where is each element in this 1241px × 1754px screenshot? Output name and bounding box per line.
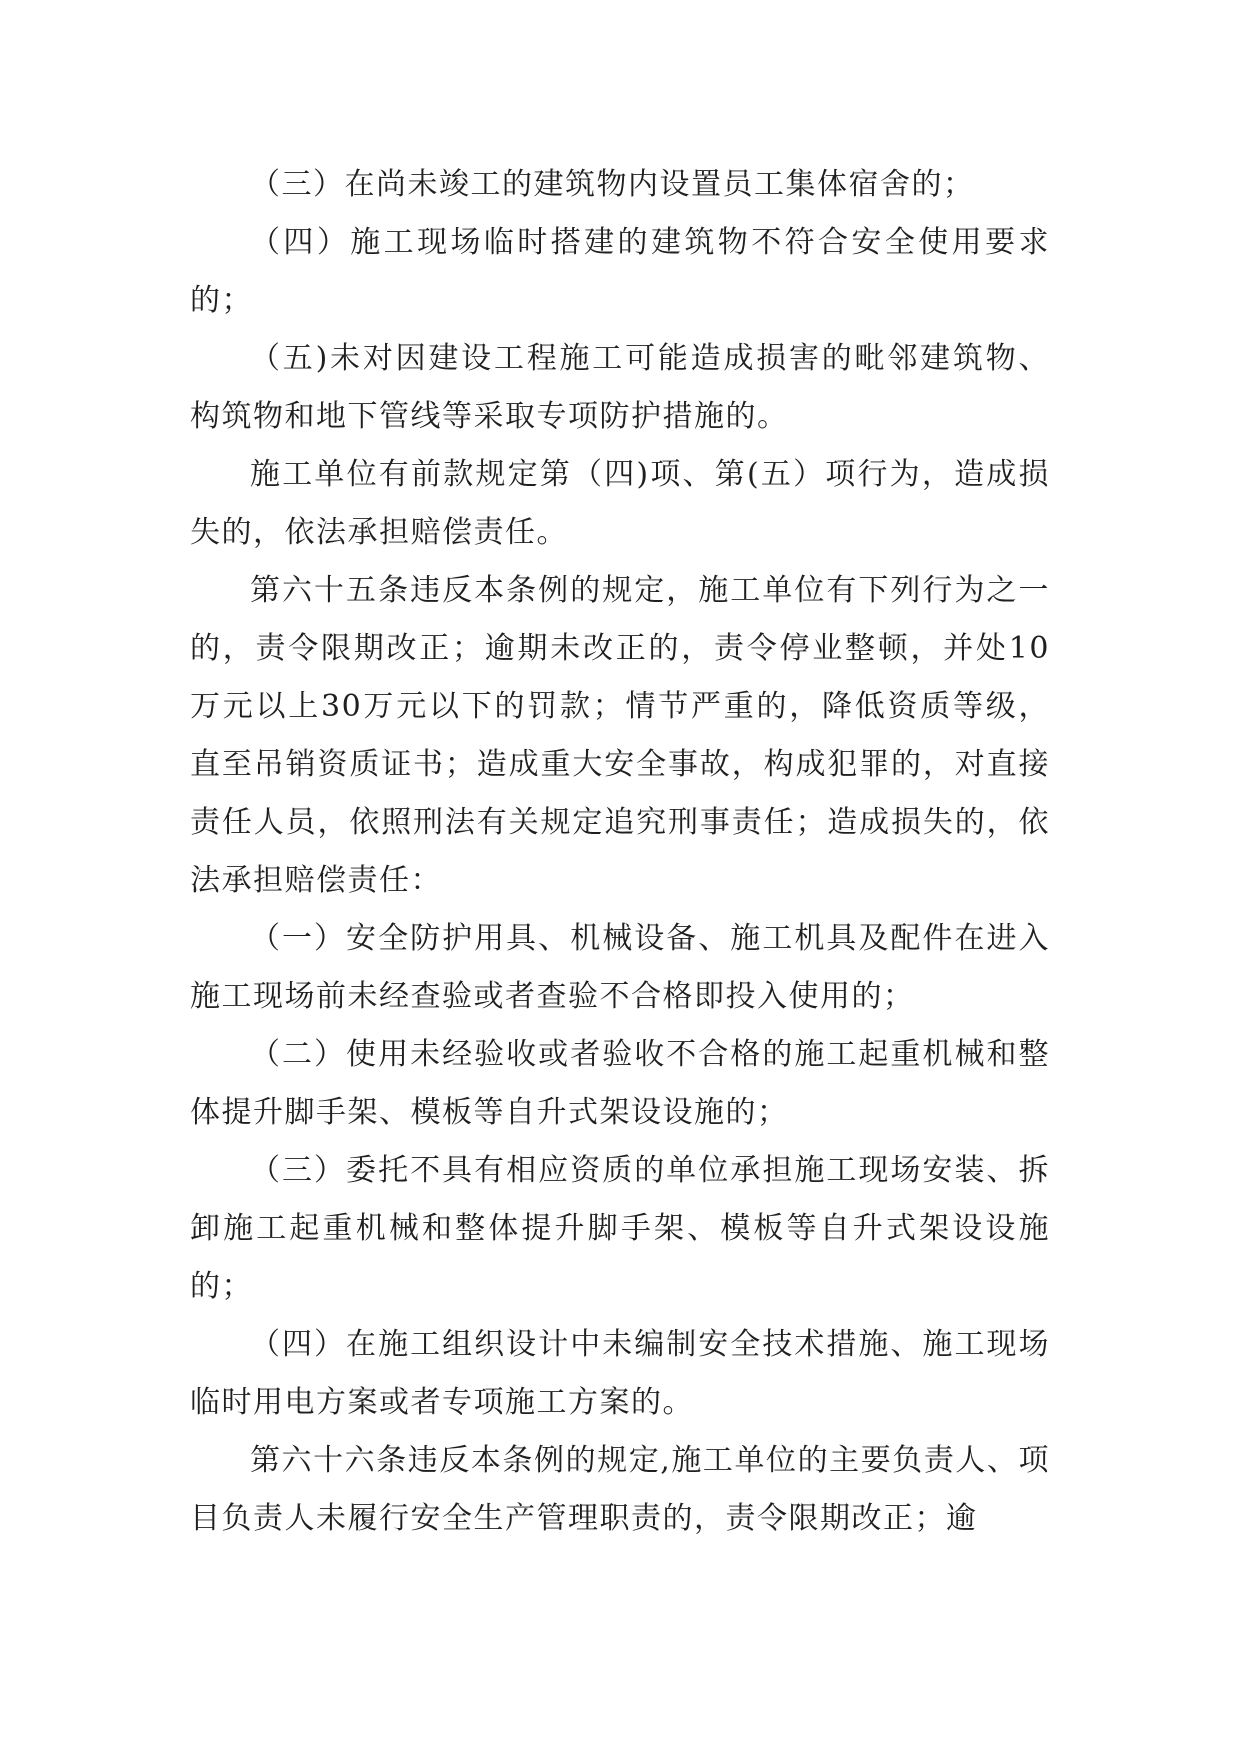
paragraph-article-66: 第六十六条违反本条例的规定,施工单位的主要负责人、项目负责人未履行安全生产管理职责的，责令限期改正；逾 [190,1443,1050,1536]
paragraph-item-3b: （三）委托不具有相应资质的单位承担施工现场安装、拆卸施工起重机械和整体提升脚手架、模板等自升式架设设施的； [190,1153,1050,1304]
document-body [190,156,1050,1548]
paragraph-item-4: （四）施工现场临时搭建的建筑物不符合安全使用要求的； [190,225,1050,318]
paragraph-item-2: （二）使用未经验收或者验收不合格的施工起重机械和整体提升脚手架、模板等自升式架设设施的； [190,1037,1050,1130]
paragraph-article-65: 第六十五条违反本条例的规定，施工单位有下列行为之一的，责令限期改正；逾期未改正的，责令停业整顿，并处10万元以上30万元以下的罚款；情节严重的，降低资质等级，直至吊销资质证书；造成重大安全事故，构成犯罪的，对直接责任人员，依照刑法有关规定追究刑事责任；造成损失的，依法承担赔偿责任： [190,573,1050,898]
paragraph-item-1: （一）安全防护用具、机械设备、施工机具及配件在进入施工现场前未经查验或者查验不合格即投入使用的； [190,921,1050,1014]
paragraph-liability: 施工单位有前款规定第（四)项、第(五）项行为，造成损失的，依法承担赔偿责任。 [190,457,1050,550]
paragraph-item-5: （五)未对因建设工程施工可能造成损害的毗邻建筑物、构筑物和地下管线等采取专项防护措施的。 [190,341,1050,434]
paragraph-item-3: （三）在尚未竣工的建筑物内设置员工集体宿舍的； [250,167,975,202]
paragraph-item-4b: （四）在施工组织设计中未编制安全技术措施、施工现场临时用电方案或者专项施工方案的。 [190,1327,1050,1420]
